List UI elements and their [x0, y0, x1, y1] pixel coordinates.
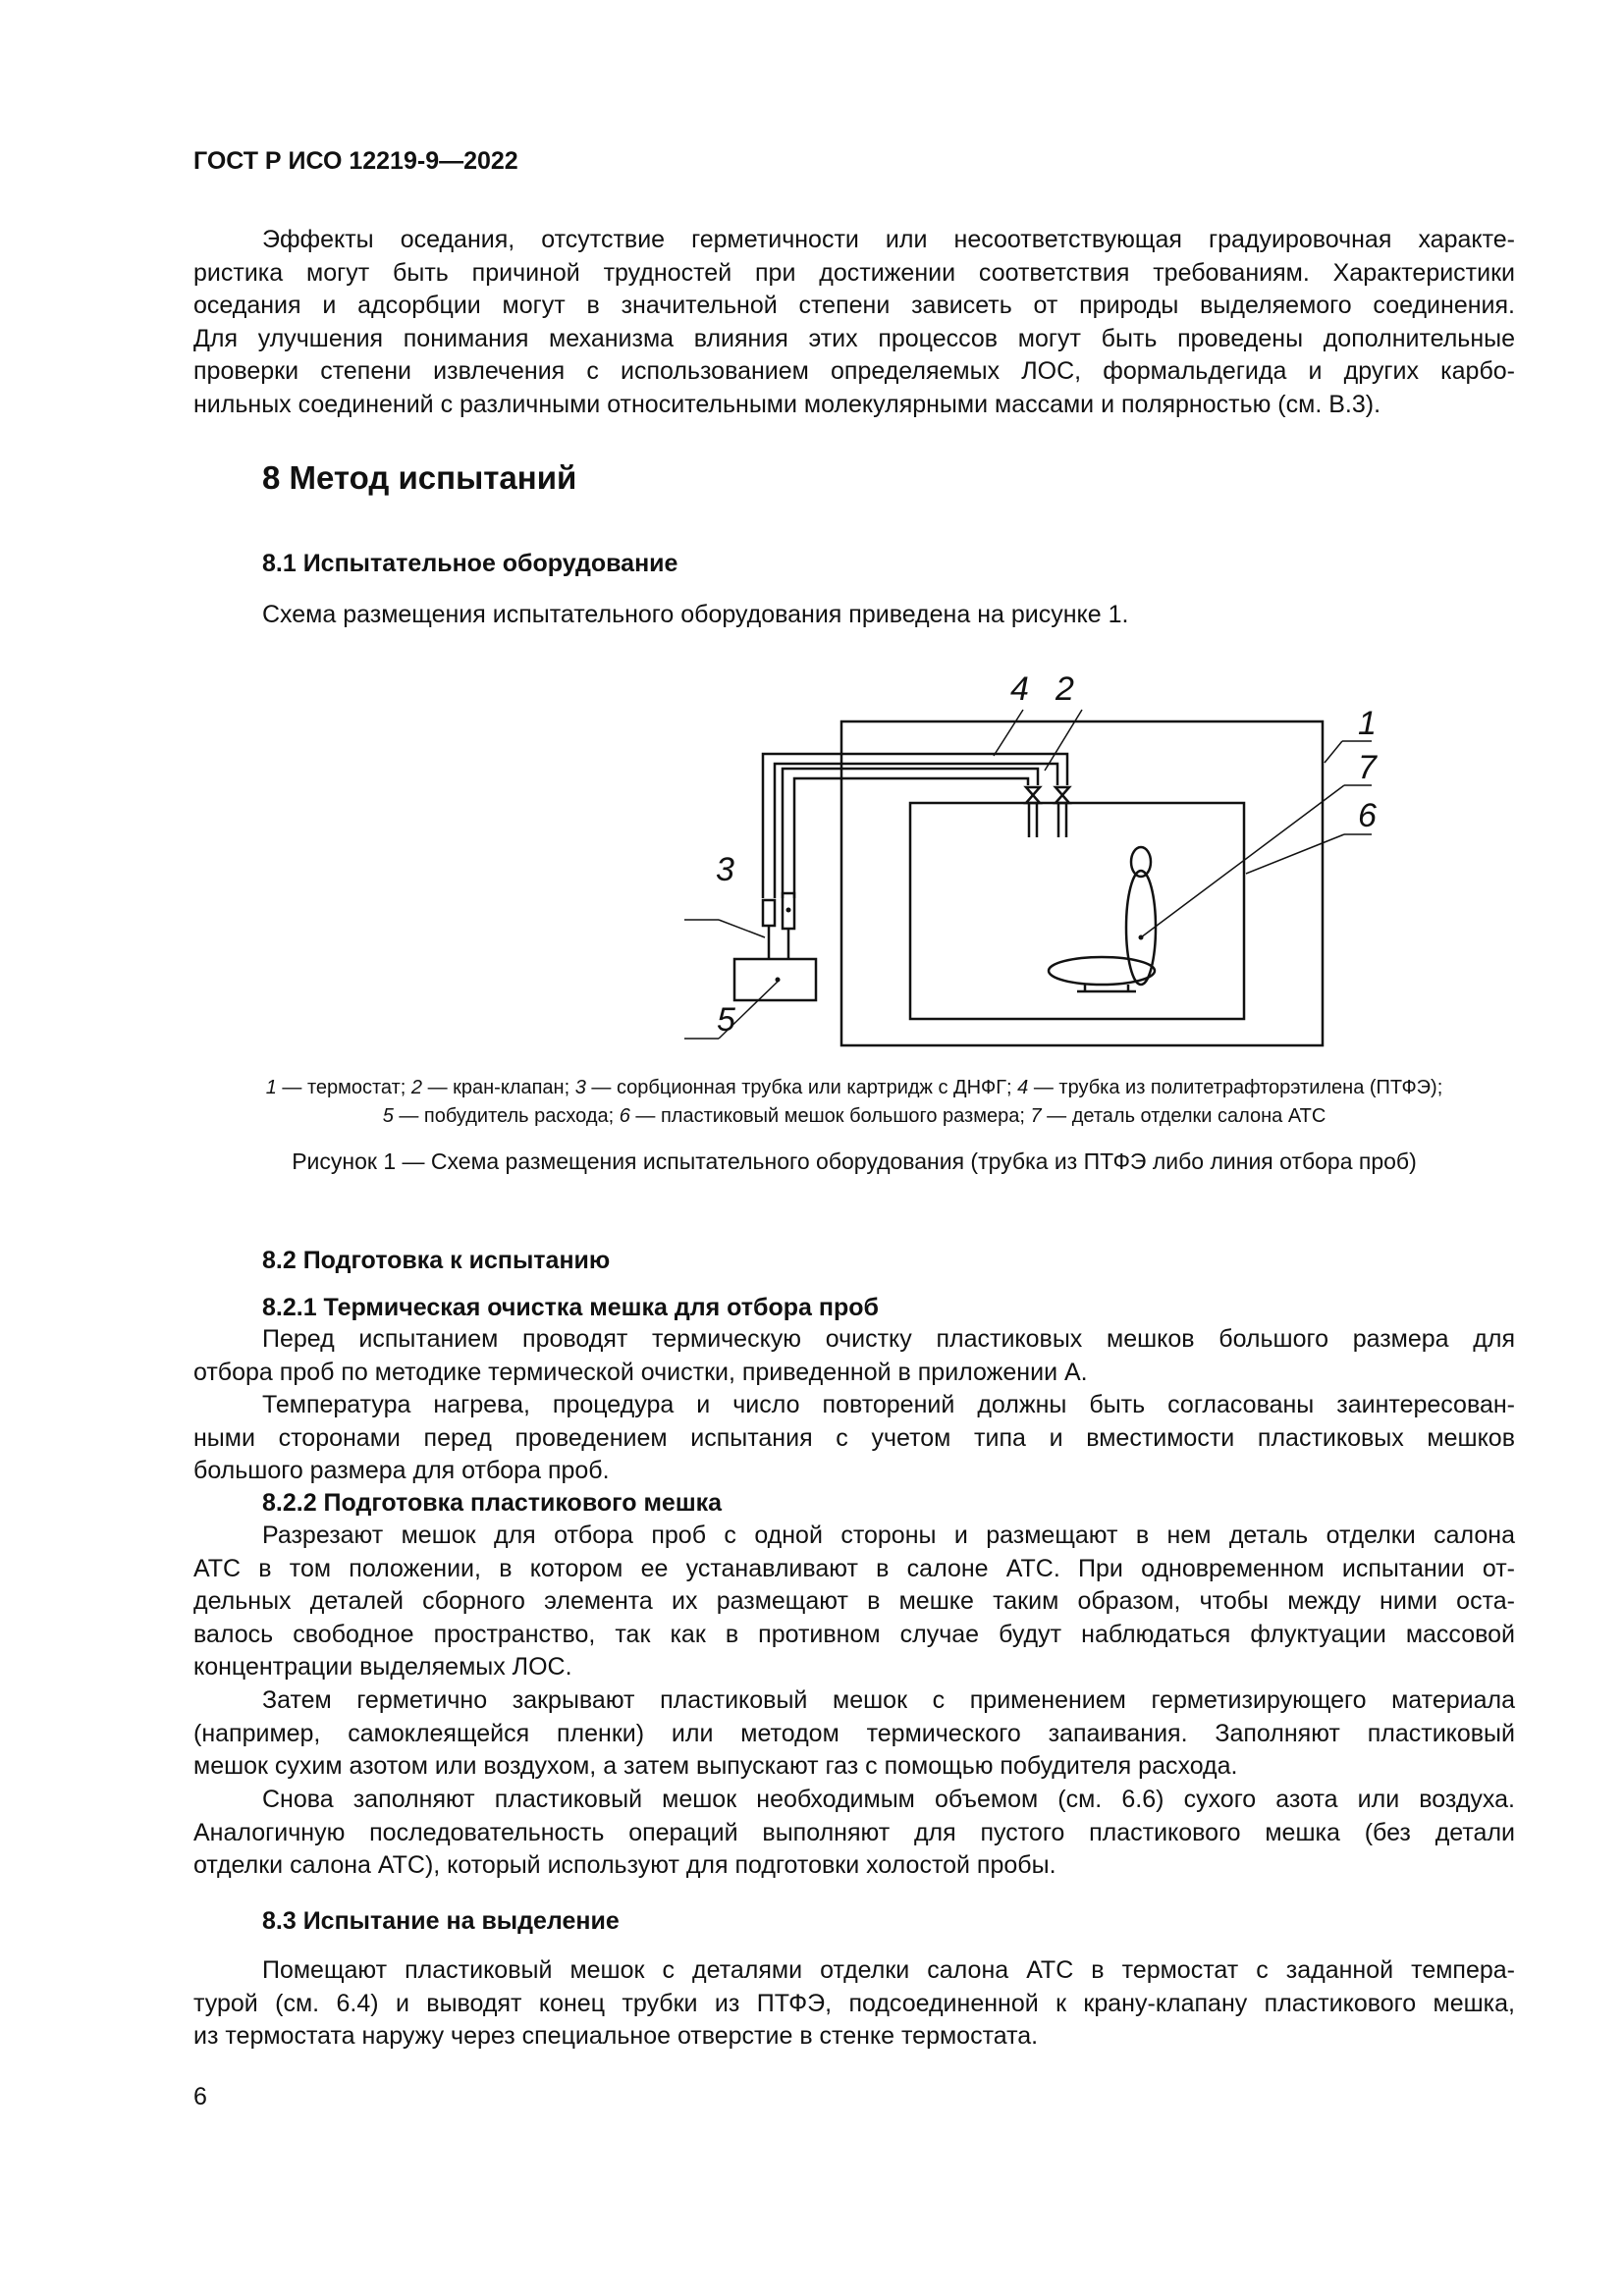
- text-line: мешок сухим азотом или воздухом, а затем выпускают газ с помощью побудителя расхода.: [193, 1752, 1238, 1780]
- label-2: 2: [1056, 670, 1074, 708]
- text-line: Эффекты оседания, отсутствие герметичности или несоответствующая градуировочная характе-: [262, 226, 1515, 253]
- text-line: (например, самоклеящейся пленки) или методом термического запаивания. Заполняют пластиковый: [193, 1719, 1515, 1747]
- text-line: отбора проб по методике термической очистки, приведенной в приложении А.: [193, 1358, 1088, 1386]
- legend-text: — побудитель расхода;: [393, 1105, 620, 1127]
- section-8-2-2-title: 8.2.2 Подготовка пластикового мешка: [262, 1489, 723, 1517]
- text-line: АТС в том положении, в котором ее устанавливают в салоне АТС. При одновременном испытании от-: [193, 1554, 1515, 1582]
- text-line: ристика могут быть причиной трудностей при достижении соответствия требованиям. Характеристики: [193, 258, 1515, 287]
- text-line: Затем герметично закрывают пластиковый мешок с применением герметизирующего материала: [262, 1686, 1515, 1714]
- legend-text: — термостат;: [276, 1077, 411, 1098]
- text-line: Разрезают мешок для отбора проб с одной стороны и размещают в нем деталь отделки салона: [262, 1522, 1515, 1549]
- plastic-bag-box: [910, 803, 1244, 1019]
- text-line: Температура нагрева, процедура и число повторений должны быть согласованы заинтересован-: [262, 1391, 1515, 1418]
- section-8-1-title: 8.1 Испытательное оборудование: [262, 550, 678, 577]
- section-8-title: 8 Метод испытаний: [262, 459, 577, 496]
- legend-num: 6: [619, 1105, 630, 1127]
- text-line: большого размера для отбора проб.: [193, 1457, 610, 1484]
- text-line: Помещают пластиковый мешок с деталями отделки салона АТС в термостат с заданной темпера-: [262, 1956, 1515, 1984]
- text-line: турой (см. 6.4) и выводят конец трубки из ПТФЭ, подсоединенной к крану-клапану пластикового мешка,: [193, 1989, 1515, 2017]
- legend-num: 2: [410, 1077, 423, 1098]
- legend-text: — трубка из политетрафторэтилена (ПТФЭ);: [1028, 1077, 1443, 1098]
- label-1: 1: [1358, 705, 1377, 742]
- text-line: ными сторонами перед проведением испытания с учетом типа и вместимости пластиковых мешков: [193, 1423, 1515, 1452]
- text-line: дельных деталей сборного элемента их размещают в мешке таким образом, чтобы между ними оста-: [193, 1587, 1515, 1615]
- text-line: проверки степени извлечения с использованием определяемых ЛОС, формальдегида и других карбо-: [193, 357, 1515, 385]
- label-7: 7: [1358, 749, 1377, 786]
- section-8-2-1-paragraph-1: [193, 1323, 1515, 1389]
- legend-line-2: [193, 1102, 1515, 1131]
- text-line: валось свободное пространство, так как в противном случае будут наблюдаться флуктуации массовой: [193, 1620, 1515, 1648]
- section-8-2-title: 8.2 Подготовка к испытанию: [262, 1247, 611, 1274]
- intro-paragraph: [193, 224, 1515, 421]
- section-8-2-1-paragraph-2: [193, 1389, 1515, 1488]
- figure-caption: Рисунок 1 — Схема размещения испытательного оборудования (трубка из ПТФЭ либо линия отбора проб): [292, 1148, 1417, 1174]
- legend-text: — деталь отделки салона АТС: [1041, 1105, 1326, 1127]
- section-8-3-paragraph-1: [193, 1954, 1515, 2054]
- text-line: из термостата наружу через специальное отверстие в стенке термостата.: [193, 2022, 1039, 2050]
- legend-text: — кран-клапан;: [422, 1077, 575, 1098]
- figure-legend: [193, 1074, 1515, 1131]
- text-line: нильных соединений с различными относительными молекулярными массами и полярностью (см. B.3).: [193, 390, 1381, 418]
- section-8-2-2-paragraph-2: [193, 1684, 1515, 1784]
- legend-num: 3: [574, 1077, 586, 1098]
- legend-text: — пластиковый мешок большого размера;: [629, 1105, 1031, 1127]
- text-line: оседания и адсорбции могут в значительной степени зависеть от природы выделяемого соединения.: [193, 292, 1515, 319]
- section-8-2-1-title: 8.2.1 Термическая очистка мешка для отбора проб: [262, 1294, 879, 1321]
- label-6: 6: [1358, 797, 1377, 834]
- label-4: 4: [1010, 670, 1029, 708]
- document-header: ГОСТ Р ИСО 12219-9—2022: [193, 147, 518, 175]
- figure-1-diagram: [498, 643, 1401, 1055]
- text-line: Перед испытанием проводят термическую очистку пластиковых мешков большого размера для: [262, 1325, 1515, 1353]
- text-line: отделки салона АТС), который используют для подготовки холостой пробы.: [193, 1851, 1056, 1879]
- text-line: Аналогичную последовательность операций выполняют для пустого пластикового мешка (без детали: [193, 1818, 1515, 1846]
- thermostat-box: [841, 721, 1323, 1045]
- section-8-1-text: Схема размещения испытательного оборудования приведена на рисунке 1.: [262, 601, 1129, 628]
- label-3: 3: [716, 851, 734, 888]
- text-line: Снова заполняют пластиковый мешок необходимым объемом (см. 6.6) сухого азота или воздуха.: [262, 1786, 1515, 1813]
- page-number: 6: [193, 2083, 207, 2110]
- legend-num: 1: [265, 1077, 277, 1098]
- label-5: 5: [717, 1001, 735, 1039]
- legend-line-1: [193, 1074, 1515, 1102]
- legend-num: 7: [1030, 1105, 1042, 1127]
- text-line: концентрации выделяемых ЛОС.: [193, 1653, 572, 1681]
- legend-num: 5: [382, 1105, 394, 1127]
- legend-text: — сорбционная трубка или картридж с ДНФГ;: [585, 1077, 1018, 1098]
- section-8-2-2-paragraph-3: [193, 1784, 1515, 1883]
- section-8-2-2-paragraph-1: [193, 1520, 1515, 1684]
- text-line: Для улучшения понимания механизма влияния этих процессов могут быть проведены дополнительные: [193, 324, 1515, 352]
- legend-num: 4: [1017, 1077, 1029, 1098]
- section-8-3-title: 8.3 Испытание на выделение: [262, 1907, 620, 1935]
